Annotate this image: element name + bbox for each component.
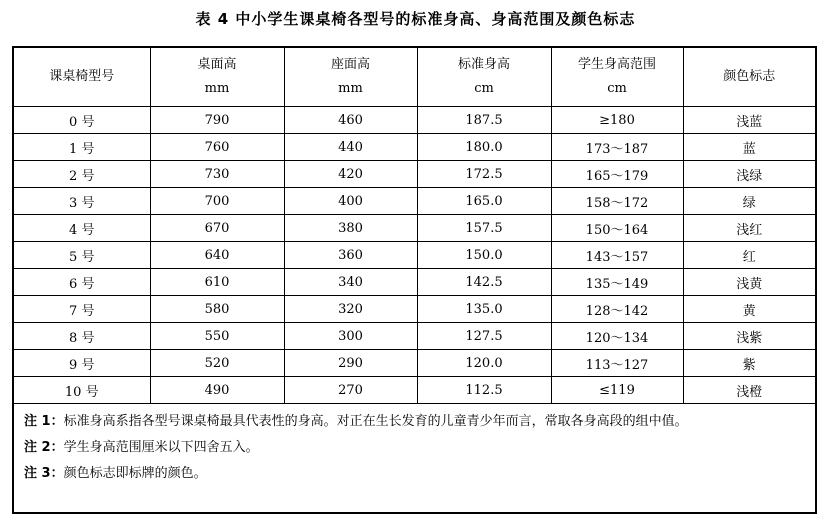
table-cell: 绿 (683, 188, 815, 215)
table-cell: 380 (284, 215, 417, 242)
table-cell: 113～127 (551, 350, 683, 377)
header-label: 颜色标志 (723, 69, 776, 84)
table-cell: 120.0 (417, 350, 551, 377)
table-cell: 浅蓝 (683, 107, 815, 134)
table-cell: 5 号 (14, 242, 150, 269)
table-cell: 165～179 (551, 161, 683, 188)
table-cell: 红 (683, 242, 815, 269)
table-cell: 420 (284, 161, 417, 188)
table-cell: 150～164 (551, 215, 683, 242)
table-cell: 2 号 (14, 161, 150, 188)
header-label: 标准身高 (457, 57, 510, 72)
note-text: 标准身高系指各型号课桌椅最具代表性的身高。对正在生长发育的儿童青少年而言，常取各身高段的组中值。 (63, 414, 688, 429)
table-cell: 760 (150, 134, 284, 161)
table-cell: 172.5 (417, 161, 551, 188)
table-cell: ≤119 (551, 377, 683, 404)
table-frame (12, 46, 817, 514)
table-cell: 9 号 (14, 350, 150, 377)
table-cell: 270 (284, 377, 417, 404)
table-cell: 730 (150, 161, 284, 188)
height-table (14, 48, 815, 404)
table-cell: 640 (150, 242, 284, 269)
table-cell: 8 号 (14, 323, 150, 350)
table-row (14, 296, 815, 323)
table-cell: 165.0 (417, 188, 551, 215)
table-cell: 浅黄 (683, 269, 815, 296)
table-cell: 127.5 (417, 323, 551, 350)
table-cell: 112.5 (417, 377, 551, 404)
table-cell: 135.0 (417, 296, 551, 323)
table-cell: 550 (150, 323, 284, 350)
table-cell: 580 (150, 296, 284, 323)
note-3 (24, 462, 805, 486)
note-2 (24, 436, 805, 460)
header-unit: cm (607, 81, 627, 96)
header-unit: cm (474, 81, 494, 96)
table-cell: 浅橙 (683, 377, 815, 404)
table-row (14, 242, 815, 269)
header-row (14, 48, 815, 107)
table-cell: 320 (284, 296, 417, 323)
table-cell: 300 (284, 323, 417, 350)
note-label: 注 3： (24, 466, 64, 481)
note-text: 颜色标志即标牌的颜色。 (63, 466, 207, 481)
table-cell: 187.5 (417, 107, 551, 134)
table-cell: 440 (284, 134, 417, 161)
table-cell: 790 (150, 107, 284, 134)
table-row (14, 269, 815, 296)
table-cell: 150.0 (417, 242, 551, 269)
table-cell: 158～172 (551, 188, 683, 215)
table-cell: 浅紫 (683, 323, 815, 350)
table-cell: 10 号 (14, 377, 150, 404)
table-cell: 浅绿 (683, 161, 815, 188)
header-cell (417, 48, 551, 107)
note-text: 学生身高范围厘米以下四舍五入。 (63, 440, 259, 455)
table-cell: 460 (284, 107, 417, 134)
header-label: 桌面高 (197, 57, 237, 72)
table-cell: 157.5 (417, 215, 551, 242)
table-cell: 蓝 (683, 134, 815, 161)
table-cell: 340 (284, 269, 417, 296)
table-cell: 143～157 (551, 242, 683, 269)
table-row (14, 377, 815, 404)
table-cell: 400 (284, 188, 417, 215)
table-cell: 520 (150, 350, 284, 377)
notes-section (14, 406, 815, 488)
table-row (14, 350, 815, 377)
table-cell: 290 (284, 350, 417, 377)
table-cell: ≥180 (551, 107, 683, 134)
table-cell: 4 号 (14, 215, 150, 242)
table-cell: 6 号 (14, 269, 150, 296)
table-title: 表 4 中小学生课桌椅各型号的标准身高、身高范围及颜色标志 (195, 10, 636, 28)
table-cell: 128～142 (551, 296, 683, 323)
table-row (14, 323, 815, 350)
table-cell: 7 号 (14, 296, 150, 323)
table-cell: 180.0 (417, 134, 551, 161)
table-cell: 0 号 (14, 107, 150, 134)
table-row (14, 134, 815, 161)
table-cell: 3 号 (14, 188, 150, 215)
header-label: 学生身高范围 (577, 57, 656, 72)
table-cell: 610 (150, 269, 284, 296)
table-row (14, 215, 815, 242)
table-cell: 360 (284, 242, 417, 269)
header-cell (284, 48, 417, 107)
table-cell: 紫 (683, 350, 815, 377)
table-cell: 173～187 (551, 134, 683, 161)
header-cell (14, 48, 150, 107)
table-cell: 1 号 (14, 134, 150, 161)
table-cell: 670 (150, 215, 284, 242)
table-cell: 浅红 (683, 215, 815, 242)
header-label: 课桌椅型号 (49, 69, 115, 84)
table-row (14, 107, 815, 134)
header-unit: mm (338, 81, 363, 96)
table-row (14, 161, 815, 188)
header-cell (683, 48, 815, 107)
header-cell (551, 48, 683, 107)
header-cell (150, 48, 284, 107)
header-unit: mm (204, 81, 230, 96)
note-label: 注 2： (24, 440, 64, 455)
note-1 (24, 410, 805, 434)
note-label: 注 1： (24, 414, 64, 429)
table-cell: 黄 (683, 296, 815, 323)
table-cell: 142.5 (417, 269, 551, 296)
table-row (14, 188, 815, 215)
table-cell: 120～134 (551, 323, 683, 350)
table-cell: 135～149 (551, 269, 683, 296)
header-label: 座面高 (330, 57, 370, 72)
table-cell: 490 (150, 377, 284, 404)
table-cell: 700 (150, 188, 284, 215)
